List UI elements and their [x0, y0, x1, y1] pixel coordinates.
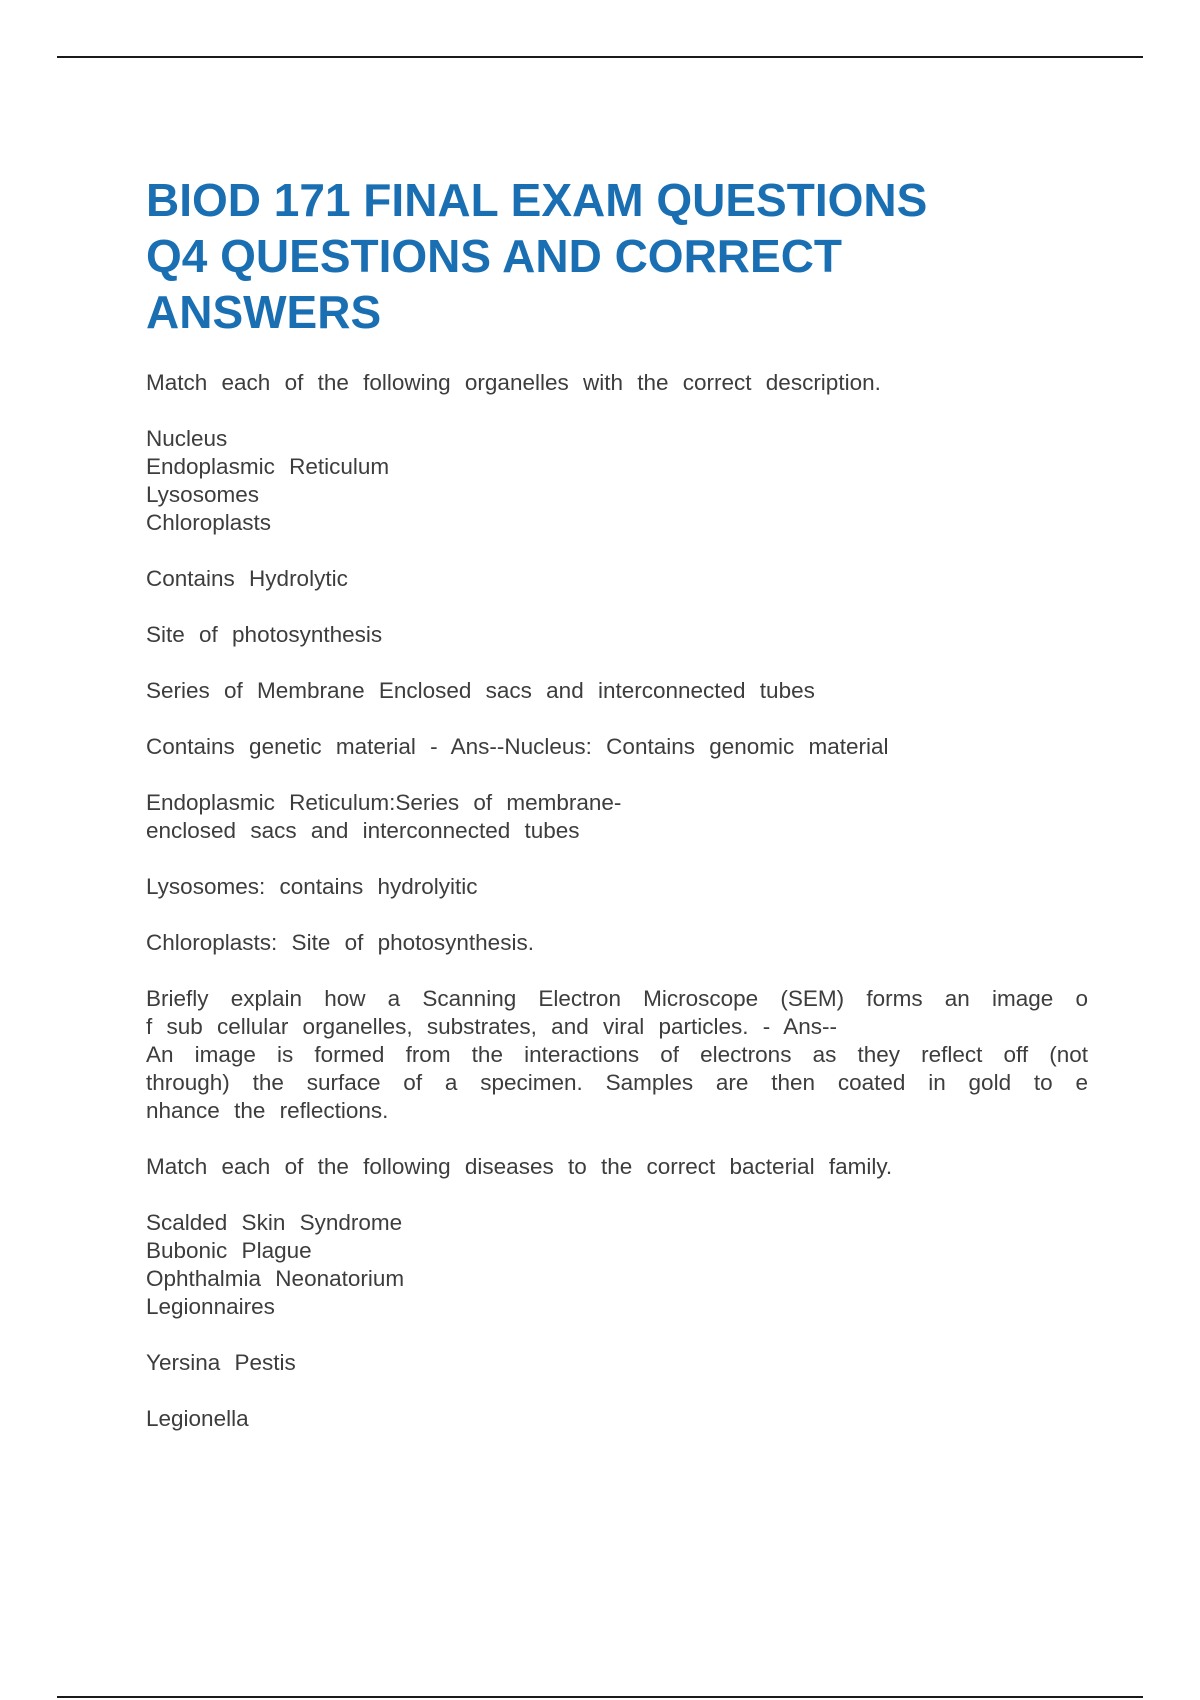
answer-er: Endoplasmic Reticulum:Series of membrane- enclosed sacs and interconnected tubes [146, 790, 622, 843]
description-option: Site of photosynthesis [146, 622, 383, 647]
question-1-prompt: Match each of the following organelles with the correct description. [146, 370, 881, 395]
list-item: Endoplasmic Reticulum [146, 454, 390, 479]
description-option: Contains Hydrolytic [146, 566, 348, 591]
list-item: Bubonic Plague [146, 1238, 312, 1263]
header-rule [57, 56, 1143, 58]
list-item: Ophthalmia Neonatorium [146, 1266, 405, 1291]
bacteria-option: Legionella [146, 1406, 249, 1431]
bacteria-option: Yersina Pestis [146, 1350, 296, 1375]
list-item: Nucleus [146, 426, 228, 451]
document-page [146, 172, 1088, 1461]
answer-chloroplasts: Chloroplasts: Site of photosynthesis. [146, 930, 534, 955]
question-2-sem: Briefly explain how a Scanning Electron Microscope (SEM) forms an image o f sub cellular organelles, substrates, and viral particles. - Ans-- An image is formed from the interactions of electrons as they reflect off (not through) the surface of a specimen. Samples are then coated in gold to e nhance the reflections. [146, 986, 1088, 1123]
description-option-with-answer: Contains genetic material - Ans--Nucleus: Contains genomic material [146, 734, 889, 759]
list-item: Legionnaires [146, 1294, 275, 1319]
organelle-term-list [146, 425, 1088, 537]
question-3-prompt: Match each of the following diseases to the correct bacterial family. [146, 1154, 893, 1179]
document-title [146, 172, 1088, 340]
list-item: Scalded Skin Syndrome [146, 1210, 403, 1235]
disease-term-list [146, 1209, 1088, 1321]
title-line: ANSWERS [146, 286, 382, 338]
description-option: Series of Membrane Enclosed sacs and interconnected tubes [146, 678, 815, 703]
title-line: BIOD 171 FINAL EXAM QUESTIONS [146, 174, 928, 226]
list-item: Chloroplasts [146, 510, 272, 535]
document-body [146, 369, 1088, 1433]
answer-lysosomes: Lysosomes: contains hydrolyitic [146, 874, 478, 899]
title-line: Q4 QUESTIONS AND CORRECT [146, 230, 843, 282]
footer-rule [57, 1696, 1143, 1698]
list-item: Lysosomes [146, 482, 259, 507]
